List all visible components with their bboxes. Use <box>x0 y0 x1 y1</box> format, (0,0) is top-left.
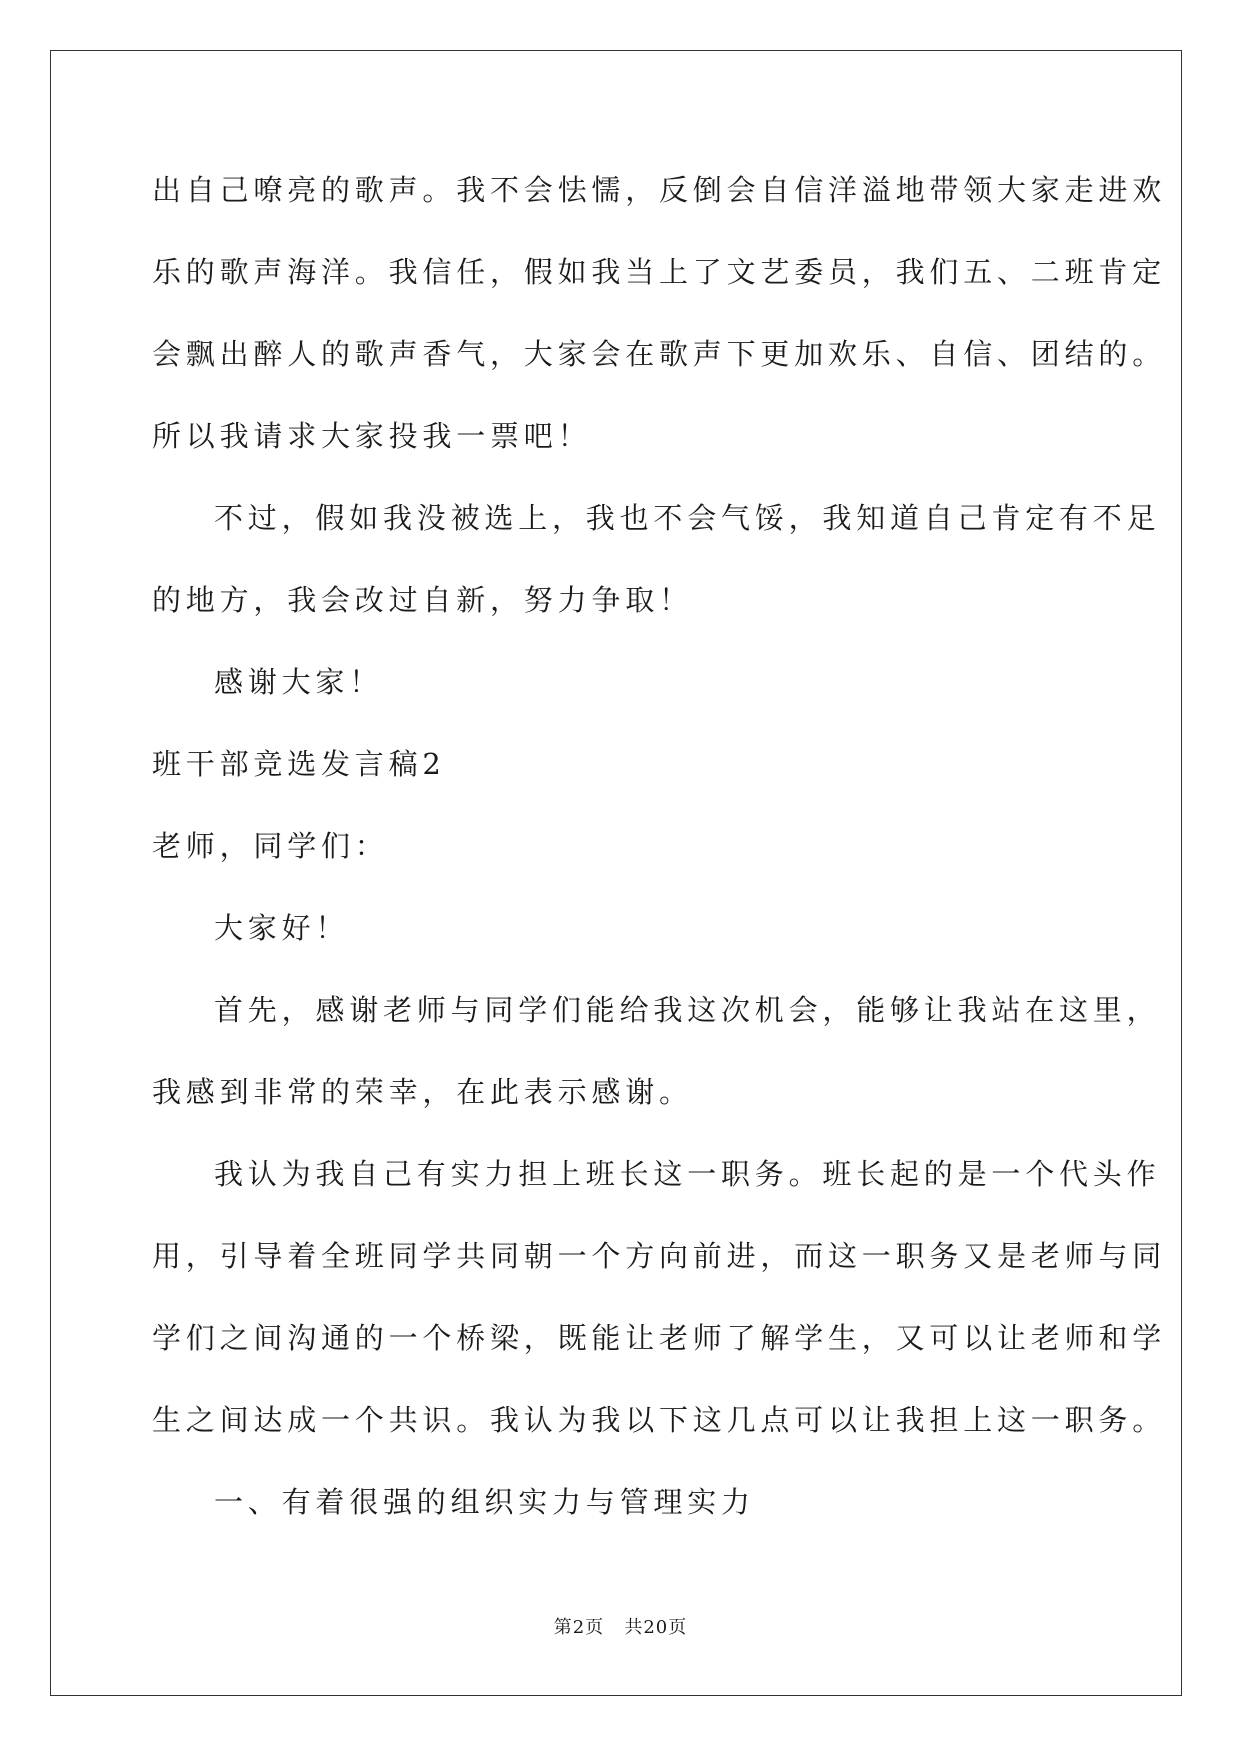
greeting: 大家好！ <box>214 911 350 945</box>
body-text-line: 生之间达成一个共识。我认为我以下这几点可以让我担上这一职务。 <box>152 1403 1167 1437</box>
page-footer: 第2页 共20页 <box>553 1617 688 1638</box>
body-text-line: 所以我请求大家投我一票吧！ <box>152 419 592 453</box>
paragraph-start-line: 首先，感谢老师与同学们能给我这次机会，能够让我站在这里， <box>214 993 1161 1027</box>
page-frame <box>50 50 1182 1696</box>
paragraph-start-line: 不过，假如我没被选上，我也不会气馁，我知道自己肯定有不足 <box>214 501 1161 535</box>
body-text-line: 会飘出醉人的歌声香气，大家会在歌声下更加欢乐、自信、团结的。 <box>152 337 1167 371</box>
body-text-line: 乐的歌声海洋。我信任，假如我当上了文艺委员，我们五、二班肯定 <box>152 255 1167 289</box>
body-text-line: 出自己嘹亮的歌声。我不会怯懦，反倒会自信洋溢地带领大家走进欢 <box>152 173 1167 207</box>
paragraph-start-line: 我认为我自己有实力担上班长这一职务。班长起的是一个代头作 <box>214 1157 1161 1191</box>
body-text-line: 我感到非常的荣幸，在此表示感谢。 <box>152 1075 693 1109</box>
body-text-line: 用，引导着全班同学共同朝一个方向前进，而这一职务又是老师与同 <box>152 1239 1167 1273</box>
section-title: 班干部竞选发言稿2 <box>152 747 446 781</box>
body-text-line: 的地方，我会改过自新，努力争取！ <box>152 583 693 617</box>
closing-thanks: 感谢大家！ <box>214 665 384 699</box>
salutation: 老师，同学们： <box>152 829 389 863</box>
list-item-heading: 一、有着很强的组织实力与管理实力 <box>214 1485 755 1519</box>
body-text-line: 学们之间沟通的一个桥梁，既能让老师了解学生，又可以让老师和学 <box>152 1321 1167 1355</box>
